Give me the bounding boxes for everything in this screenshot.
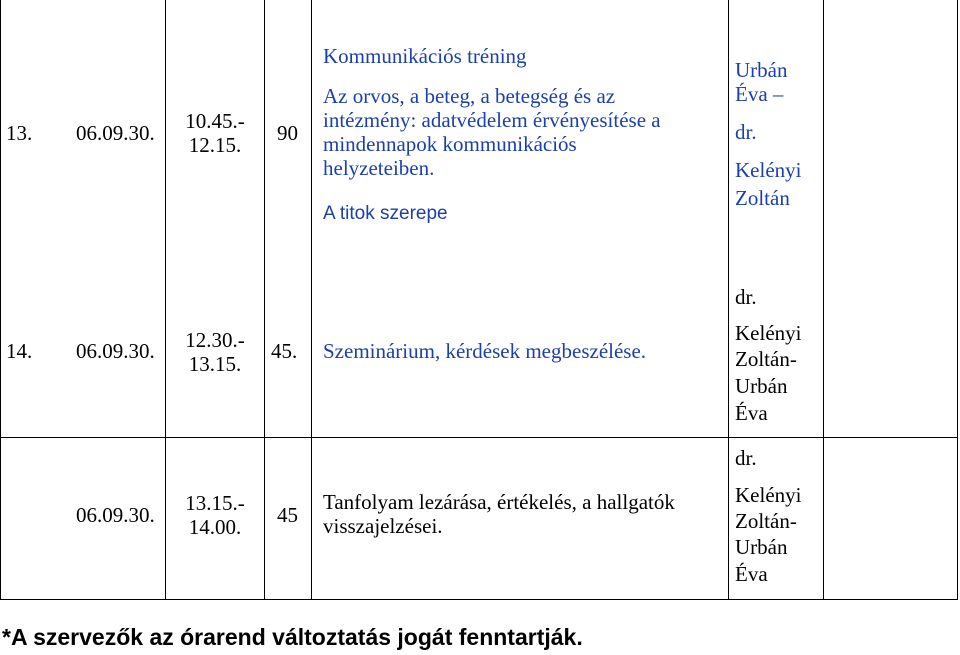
row-number: 13. [6,121,33,145]
column-rule [0,0,1,600]
lecturer-line: Urbán [735,535,788,559]
session-description-line: helyzeteiben. [323,156,435,180]
session-subtitle: A titok szerepe [323,203,448,224]
row-time-start: 10.45.- [185,109,245,133]
lecturer-line: Kelényi [735,158,802,182]
lecturer-line: dr. [735,285,757,309]
row-rule [0,437,958,438]
row-rule [0,599,958,600]
column-rule [728,0,729,600]
session-description: Szeminárium, kérdések megbeszélése. [323,339,647,363]
row-time-start: 12.30.- [185,328,245,352]
lecturer-line: Kelényi [735,483,802,507]
lecturer-line: Kelényi [735,321,802,345]
session-description-line: Az orvos, a beteg, a betegség és az [323,84,616,108]
row-time-end: 13.15. [188,352,242,376]
footer-note: *A szervezők az órarend változtatás jogát fenntartják. [2,624,583,650]
row-number: 14. [6,339,33,363]
row-date: 06.09.30. [76,121,155,145]
row-duration: 45 [277,503,298,527]
column-rule [311,0,312,600]
lecturer-line: dr. [735,120,757,144]
session-title: Kommunikációs tréning [323,44,527,68]
session-description-line: Tanfolyam lezárása, értékelés, a hallgatók [323,490,675,514]
row-time-end: 12.15. [188,133,242,157]
lecturer-line: Éva [735,401,768,425]
lecturer-line: Zoltán- [735,347,797,371]
row-duration: 90 [277,121,298,145]
session-description-line: mindennapok kommunikációs [323,132,577,156]
column-rule [957,0,958,600]
row-time-start: 13.15.- [185,491,245,515]
lecturer-line: Zoltán- [735,509,797,533]
lecturer-line: Éva – [735,82,784,106]
column-rule [165,0,166,600]
row-date: 06.09.30. [76,339,155,363]
column-rule [823,0,824,600]
session-description-line: intézmény: adatvédelem érvényesítése a [323,108,661,132]
lecturer-line: Zoltán [735,186,790,210]
session-description-line: visszajelzései. [323,514,443,538]
row-duration: 45. [271,339,298,363]
lecturer-line: Éva [735,562,768,586]
lecturer-line: dr. [735,446,757,470]
row-date: 06.09.30. [76,503,155,527]
row-time-end: 14.00. [188,515,242,539]
lecturer-line: Urbán [735,374,788,398]
lecturer-line: Urbán [735,58,788,82]
